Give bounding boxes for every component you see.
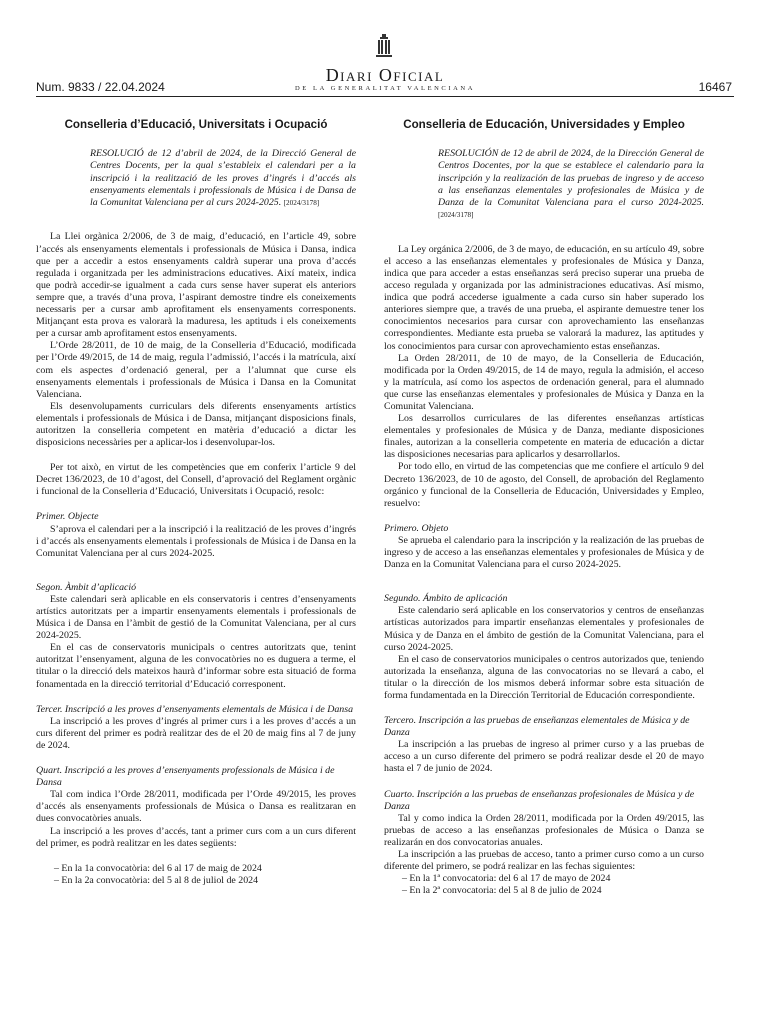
authority-paragraph: Per tot això, en virtut de les competències que em conferix l’article 9 del Decret 136/2023, de 10 d’agost, del Consell, d’aprovació del Reglament orgànic i funcional de la Conselleria d’Educació, Universitats i Ocupació, resolc: [36, 462, 356, 498]
page-number: 16467 [698, 80, 732, 94]
section-paragraph: Tal com indica l’Orde 28/2011, modificada per l’Orde 49/2015, les proves d’accés als ensenyaments professionals de Música o Dansa es realitzaran en dues convocatòries anuals. [36, 789, 356, 825]
preamble-paragraph: La Llei orgànica 2/2006, de 3 de maig, d’educació, en l’article 49, sobre l’accés als ensenyaments elementals i professionals de Música i Dansa, indica que per a accedir a estos ensenyaments caldrà superar una prova d’accés regulada i organitzada per les administracions educatives. Així mateix, indica que podrà accedir-se igualment a cada curs sense haver superat els anteriors sempre que, a través d’una prova, l’aspirant demostre tindre els coneixements necessaris per a cursar amb aprofitament els ensenyaments corresponents. Mitjançant esta prova es valorarà la maduresa, les aptituds i els coneixements per a cursar amb aprofitament estos ensenyaments. [36, 231, 356, 340]
section-heading: Primer. Objecte [36, 511, 99, 523]
preamble-paragraph: La Ley orgánica 2/2006, de 3 de mayo, de educación, en su artículo 49, sobre el acceso a las enseñanzas elementales y profesionales de Música y Danza, indica que para acceder a estas enseñanzas será preciso superar una prueba de acceso regulada y organizada por las administraciones educativas. Así mismo, indica que podrá accederse igualmente a cada curso sin haber superado los anteriores siempre que, a través de una prueba, el aspirante demuestre tener los conocimientos necesarios para cursar con aprovechamiento las enseñanzas correspondientes. Mediante esta prueba se valorará la madurez, las aptitudes y los conocimientos para cursar con aprovechamiento estas enseñanzas. [384, 243, 704, 352]
section-paragraph: En el cas de conservatoris municipals o centres autoritzats que, tenint autoritzat l’ensenyament, alguna de les convocatòries no es duguera a terme, el titular o la direcció dels mateixos haurà d’informar sobre esta situació de forma fonamentada en la direcció territorial d’Educació corresponent. [36, 642, 356, 690]
preamble-paragraph: La Orden 28/2011, de 10 de mayo, de la Conselleria de Educación, modificada por la Orden 49/2015, de 14 de mayo, regula la admisión, el acceso y la matrícula, así como los aspectos de ordenación general, para el alumnado que curse las enseñanzas elementales y profesionales de Música y Danza en la Comunitat Valenciana. [384, 352, 704, 412]
section-paragraph: La inscripción a las pruebas de ingreso al primer curso y a las pruebas de acceso a un curso diferente del primero se podrá realizar desde el 20 de mayo hasta el 7 de junio de 2024. [384, 739, 704, 775]
date-list-item: – En la 2ª convocatoria: del 5 al 8 de julio de 2024 [402, 885, 602, 897]
section-heading: Segundo. Ámbito de aplicación [384, 593, 508, 605]
section-paragraph: Este calendario será aplicable en los conservatorios y centros de enseñanzas artísticas autorizados para impartir enseñanzas elementales y profesionales de Música y de Danza en el ámbito de gestión de la Comunitat Valenciana, para el curso 2024-2025. [384, 605, 704, 653]
date-list-item: – En la 2a convocatòria: del 5 al 8 de juliol de 2024 [54, 874, 259, 886]
department-heading: Conselleria de Educación, Universidades y Empleo [403, 118, 685, 131]
date-list-item: – En la 1ª convocatoria: del 6 al 17 de mayo de 2024 [402, 873, 611, 885]
authority-paragraph: Por todo ello, en virtud de las competencias que me confiere el artículo 9 del Decreto 136/2023, de 10 de agosto, del Consell, de aprobación del Reglamento orgánico y funcional de la Conselleria de Educación, Universidades y Empleo, resuelvo: [384, 461, 704, 509]
section-paragraph: La inscripció a les proves d’ingrés al primer curs i a les proves d’accés a un curs diferent del primer es podrà realitzar des de el 20 de maig fins al 7 de juny de 2024. [36, 715, 356, 751]
section-paragraph: S’aprova el calendari per a la inscripció i la realització de les proves d’ingrés i d’accés als ensenyaments elementals i professionals de Música i de Dansa en la Comunitat Valenciana per al curs 2024-2025. [36, 523, 356, 559]
issue-number-date: Num. 9833 / 22.04.2024 [36, 80, 165, 94]
reference-code: [2024/3178] [438, 211, 474, 220]
section-paragraph: Se aprueba el calendario para la inscripción y la realización de las pruebas de ingreso y de acceso a las enseñanzas elementales y profesionales de Música y de Danza en la Comunitat Valenciana para el curso 2024-2025. [384, 534, 704, 571]
header-rule [36, 96, 734, 97]
section-paragraph: Este calendari serà aplicable en els conservatoris i centres d’ensenyaments artístics autoritzats per a impartir ensenyaments elementals i professionals de Música i de Dansa en l’àmbit de gestió de la Comunitat Valenciana, per al curs 2024-2025. [36, 593, 356, 642]
section-heading: Quart. Inscripció a les proves d’ensenyaments professionals de Música i de Dansa [36, 765, 335, 789]
section-paragraph: En el caso de conservatorios municipales o centros autorizados que, teniendo autorizada la enseñanza, alguna de las convocatorias no se llevará a cabo, el titular o la dirección de los mismos deberá informar sobre esta situación de forma fundamentada en la Dirección Territorial de Educación correspondiente. [384, 653, 704, 701]
section-heading: Primero. Objeto [384, 522, 449, 534]
section-heading: Tercero. Inscripción a las pruebas de enseñanzas elementales de Música y de Danza [384, 715, 690, 739]
section-heading: Segon. Àmbit d’aplicació [36, 581, 137, 593]
resolution-title: RESOLUCIÓ de 12 d’abril de 2024, de la Direcció General de Centres Docents, per la qual s’estableix el calendari per a la inscripció i la realització de les proves d’ingrés i d’accés als ensenyaments elementals i professionals de Música i de Dansa de la Comunitat Valenciana per al curs 2024-2025. [2024/3178] [90, 148, 356, 209]
section-paragraph: La inscripció a les proves d’accés, tant a primer curs com a un curs diferent del primer, es podrà realitzar en les dates següents: [36, 825, 356, 849]
journal-title: Diari Oficial [325, 65, 445, 85]
journal-subtitle: DE LA GENERALITAT VALENCIANA [294, 85, 476, 92]
spanish-column [384, 118, 704, 897]
reference-code: [2024/3178] [283, 199, 320, 208]
preamble-paragraph: L’Orde 28/2011, de 10 de maig, de la Conselleria d’Educació, modificada per l’Orde 49/2015, de 14 de maig, regula l’admissió, l’accés i la matrícula, així com els aspectes d’ordenació general, per a l’alumnat que curse els ensenyaments elementals i professionals de Música i Dansa en la Comunitat Valenciana. [36, 340, 356, 400]
section-heading: Cuarto. Inscripción a las pruebas de enseñanzas profesionales de Música y de Danza [384, 788, 695, 812]
section-paragraph: La inscripción a las pruebas de acceso, tanto a primer curso como a un curso diferente del primero, se podrá realizar en las fechas siguientes: [384, 849, 704, 873]
preamble-paragraph: Los desarrollos curriculares de las diferentes enseñanzas artísticas elementales y profesionales de Música y de Danza, mediante disposiciones finales, autorizan a la conselleria competente en materia de educación a dictar las disposiciones necesarias para aplicarlos y desarrollarlos. [384, 413, 704, 461]
date-list-item: – En la 1a convocatòria: del 6 al 17 de maig de 2024 [54, 862, 262, 874]
generalitat-crest-logo [368, 34, 400, 60]
section-heading: Tercer. Inscripció a les proves d’ensenyaments elementals de Música i de Dansa [36, 703, 354, 715]
section-paragraph: Tal y como indica la Orden 28/2011, modificada por la Orden 49/2015, las pruebas de acceso a las enseñanzas profesionales de Música o Danza se realizarán en dos convocatorias anuales. [384, 812, 704, 848]
department-heading: Conselleria d’Educació, Universitats i Ocupació [64, 118, 328, 131]
valencian-column [36, 118, 356, 887]
preamble-paragraph: Els desenvolupaments curriculars dels diferents ensenyaments artístics elementals i professionals de Música i de Dansa, mitjançant disposicions finals, autoritzen la conselleria competent en matèria d’educació a dictar les disposicions necessàries per a aplicar-los i desenvolupar-los. [36, 400, 356, 449]
resolution-title: RESOLUCIÓN de 12 de abril de 2024, de la Dirección General de Centros Docentes, por la que se establece el calendario para la inscripción y la realización de las pruebas de ingreso y de acceso a las enseñanzas elementales y profesionales de Música y de Danza de la Comunitat Valenciana para el curso 2024-2025. [2024/3178] [438, 148, 704, 220]
